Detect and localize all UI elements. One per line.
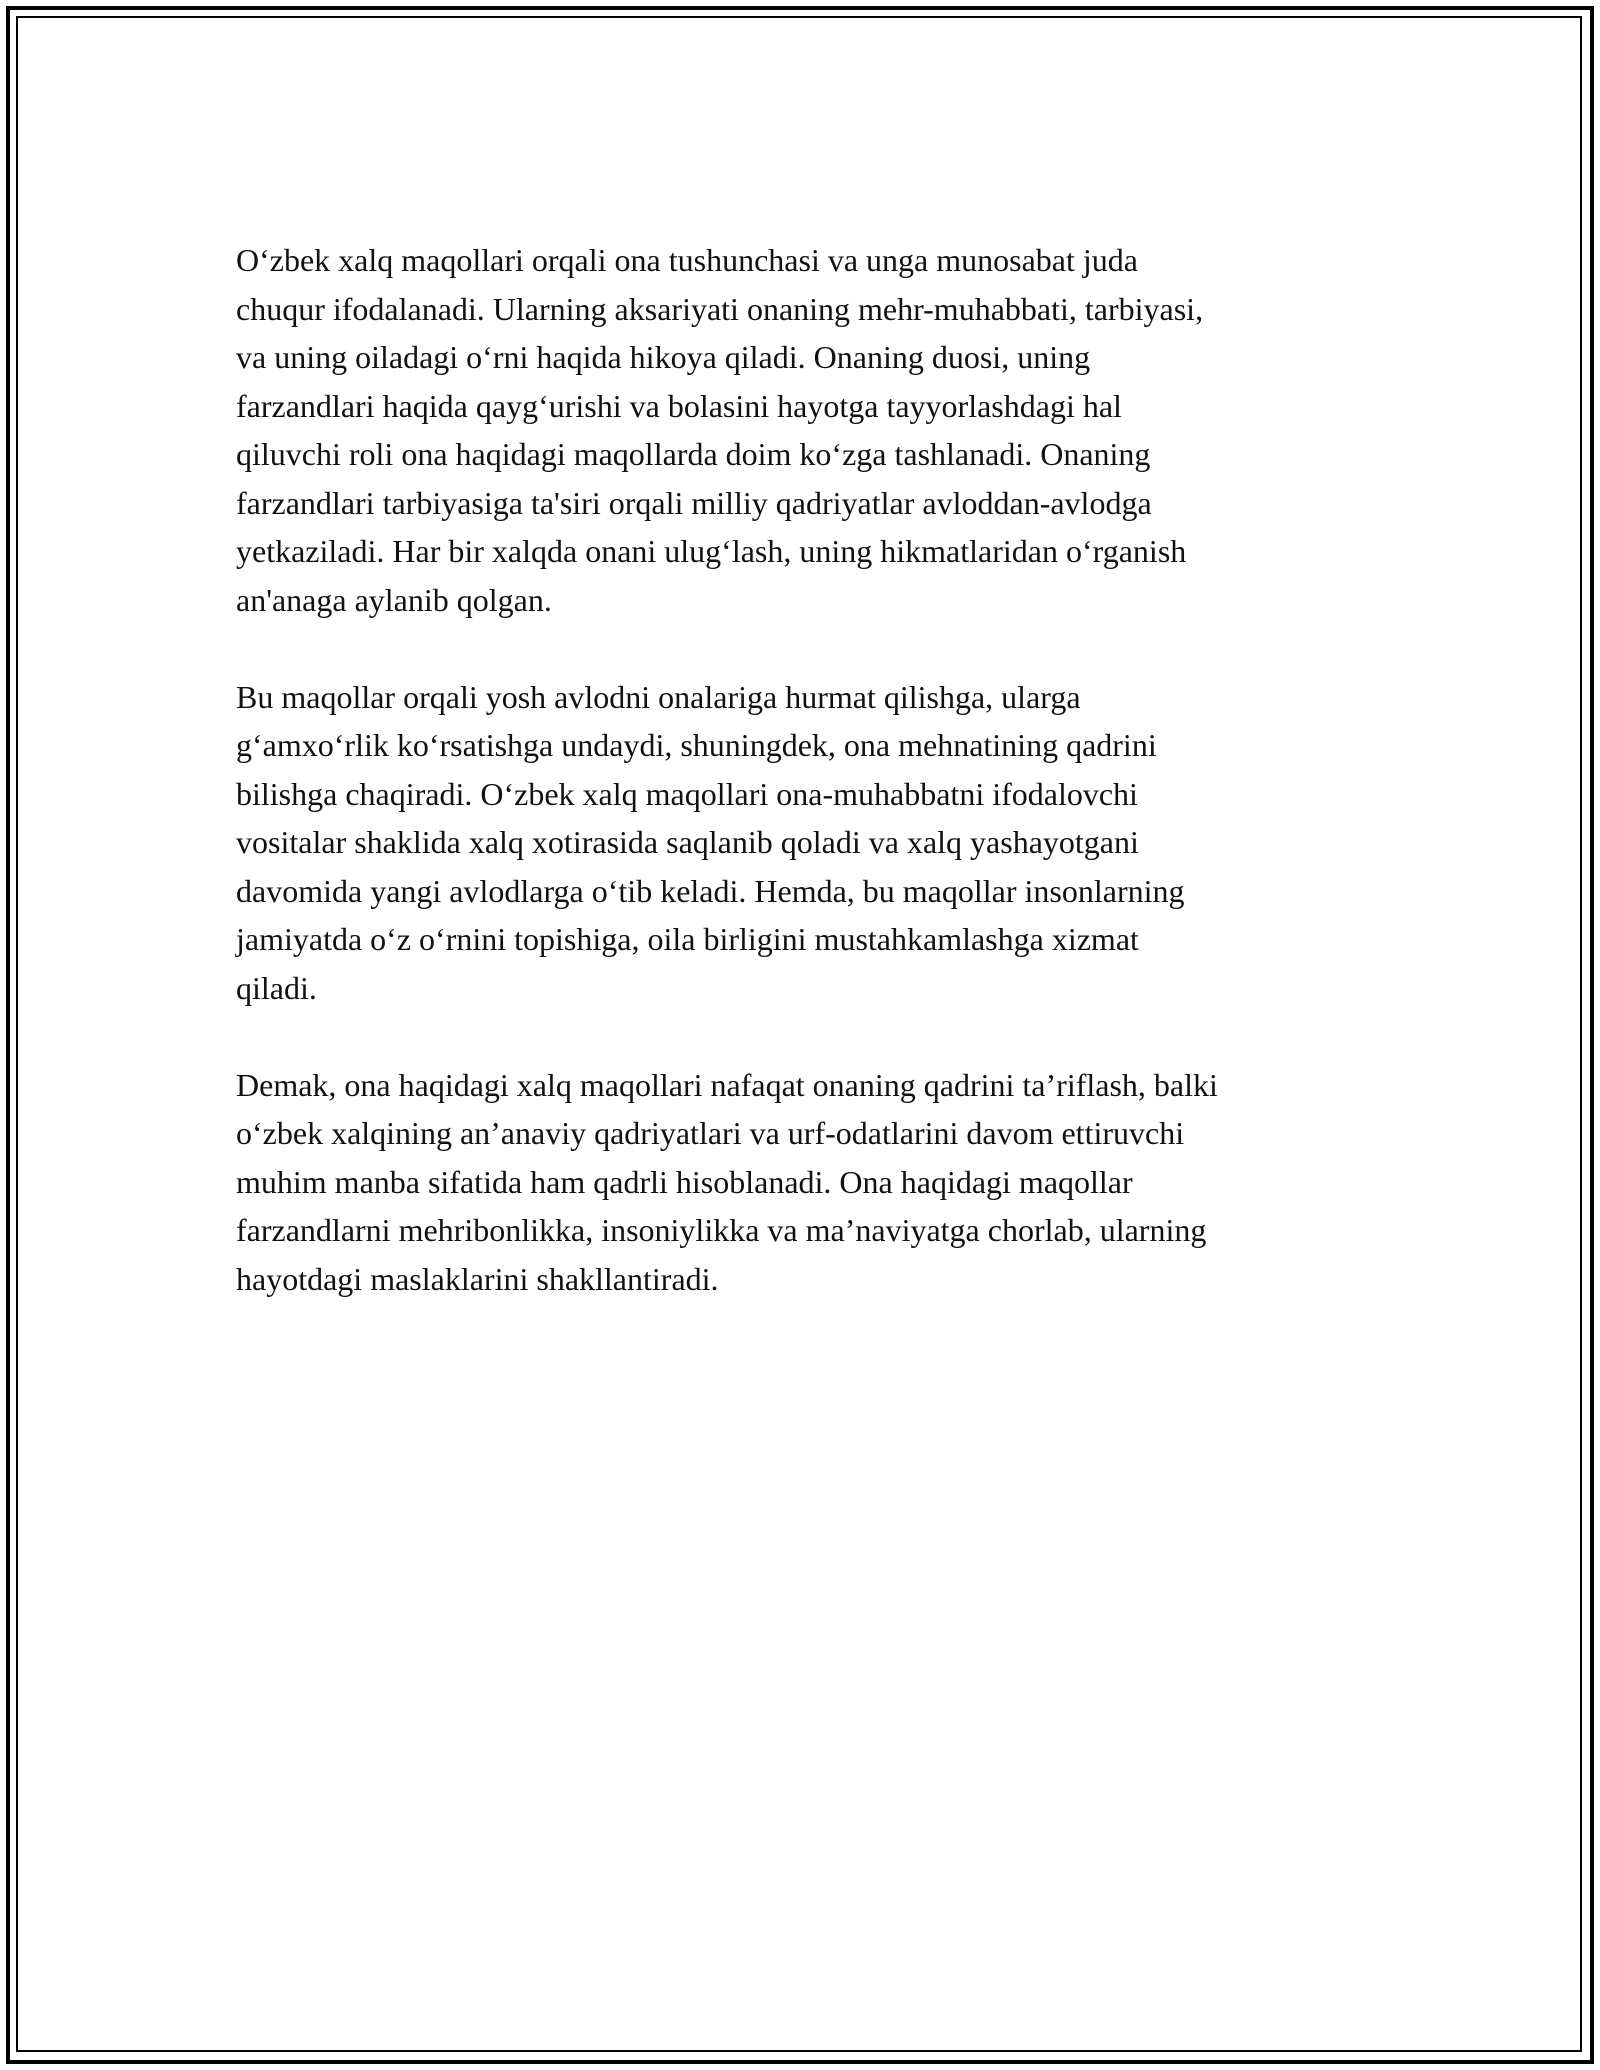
text-line: jamiyatda o‘z o‘rnini topishiga, oila birligini mustahkamlashga xizmat <box>236 921 1139 957</box>
paragraph-2 <box>236 673 1371 1013</box>
text-line: farzandlari haqida qayg‘urishi va bolasini hayotga tayyorlashdagi hal <box>236 387 1122 424</box>
text-line: chuqur ifodalanadi. Ularning aksariyati onaning mehr-muhabbati, tarbiyasi, <box>236 290 1204 327</box>
text-line: qiluvchi roli ona haqidagi maqollarda doim ko‘zga tashlanadi. Onaning <box>236 436 1151 472</box>
text-line: qiladi. <box>236 969 317 1006</box>
text-line: va uning oiladagi o‘rni haqida hikoya qiladi. Onaning duosi, uning <box>236 339 1091 375</box>
text-line: O‘zbek xalq maqollari orqali ona tushunchasi va unga munosabat juda <box>236 242 1138 278</box>
text-line: farzandlarni mehribonlikka, insoniylikka va ma’naviyatga chorlab, ularning <box>236 1212 1207 1248</box>
text-line: o‘zbek xalqining an’anaviy qadriyatlari va urf-odatlarini davom ettiruvchi <box>236 1115 1185 1151</box>
text-line: an'anaga aylanib qolgan. <box>236 581 552 618</box>
paragraph-3 <box>236 1061 1371 1304</box>
text-line: g‘amxo‘rlik ko‘rsatishga undaydi, shuningdek, ona mehnatining qadrini <box>236 727 1157 763</box>
text-line: davomida yangi avlodlarga o‘tib keladi. Hemda, bu maqollar insonlarning <box>236 872 1185 909</box>
document-body <box>236 236 1371 1352</box>
text-line: hayotdagi maslaklarini shakllantiradi. <box>236 1260 719 1297</box>
paragraph-1 <box>236 236 1371 624</box>
text-line: vositalar shaklida xalq xotirasida saqlanib qoladi va xalq yashayotgani <box>236 824 1139 860</box>
text-line: yetkaziladi. Har bir xalqda onani ulug‘lash, uning hikmatlaridan o‘rganish <box>236 533 1187 569</box>
text-line: bilishga chaqiradi. O‘zbek xalq maqollari ona-muhabbatni ifodalovchi <box>236 775 1138 812</box>
text-line: farzandlari tarbiyasiga ta'siri orqali milliy qadriyatlar avloddan-avlodga <box>236 484 1152 521</box>
text-line: muhim manba sifatida ham qadrli hisoblanadi. Ona haqidagi maqollar <box>236 1163 1133 1200</box>
text-line: Bu maqollar orqali yosh avlodni onalariga hurmat qilishga, ularga <box>236 678 1081 715</box>
text-line: Demak, ona haqidagi xalq maqollari nafaqat onaning qadrini ta’riflash, balki <box>236 1066 1218 1103</box>
